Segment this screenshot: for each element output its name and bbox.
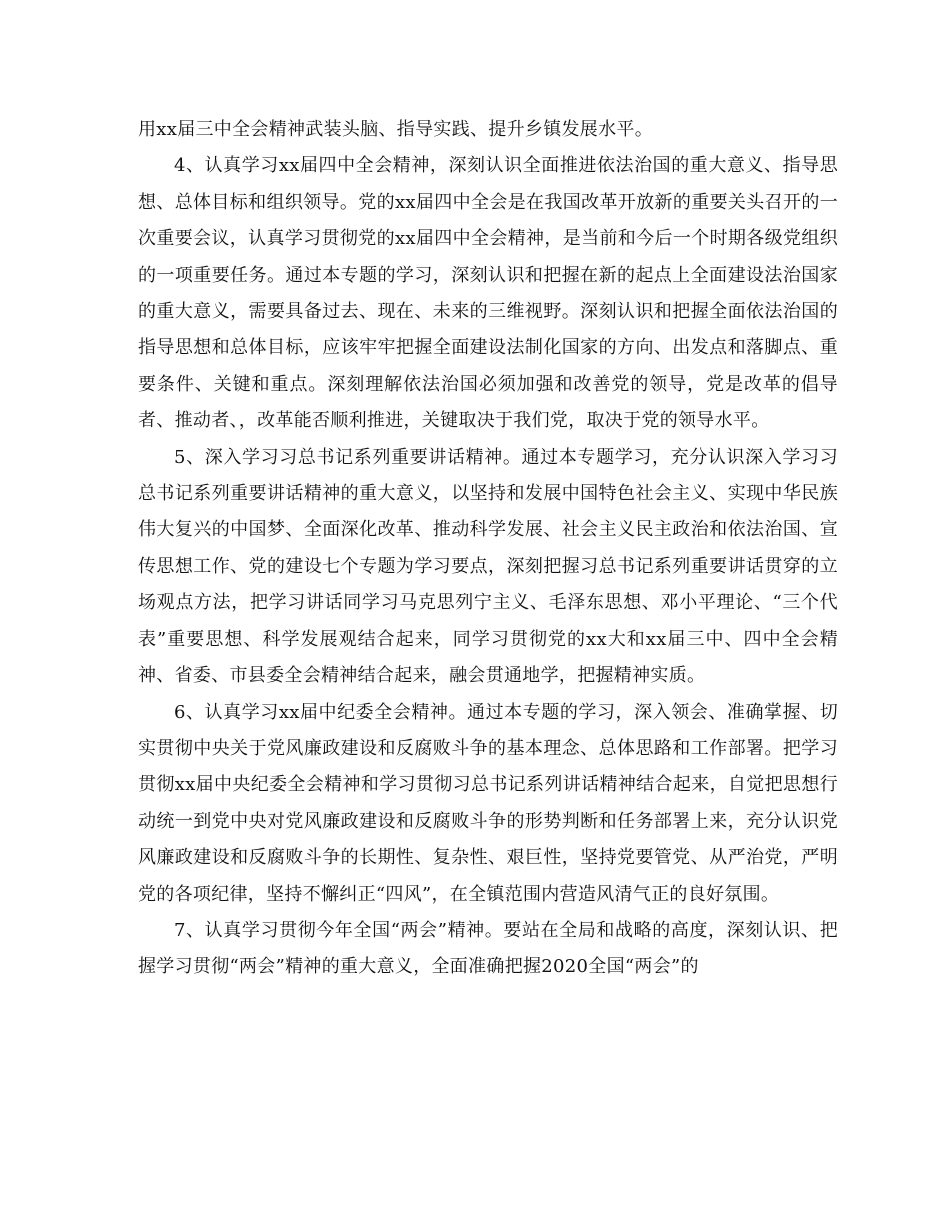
paragraph-item-6: 6、认真学习xx届中纪委全会精神。通过本专题的学习，深入领会、准确掌握、切实贯彻中央关于党风廉政建设和反腐败斗争的基本理念、总体思路和工作部署。把学习贯彻xx届中央纪委全会精神和学习贯彻习总书记系列讲话精神结合起来，自觉把思想行动统一到党中央对党风廉政建设和反腐败斗争的形势判断和任务部署上来，充分认识党风廉政建设和反腐败斗争的长期性、复杂性、艰巨性，坚持党要管党、从严治党，严明党的各项纪律，坚持不懈纠正“四风”，在全镇范围内营造风清气正的良好氛围。 [138, 701, 838, 905]
paragraph-continuation: 用xx届三中全会精神武装头脑、指导实践、提升乡镇发展水平。 [138, 119, 653, 140]
paragraph-item-5: 5、深入学习习总书记系列重要讲话精神。通过本专题学习，充分认识深入学习习总书记系列重要讲话精神的重大意义，以坚持和发展中国特色社会主义、实现中华民族伟大复兴的中国梦、全面深化改革、推动科学发展、社会主义民主政治和依法治国、宣传思想工作、党的建设七个专题为学习要点，深刻把握习总书记系列重要讲话贯穿的立场观点方法，把学习讲话同学习马克思列宁主义、毛泽东思想、邓小平理论、“三个代表”重要思想、科学发展观结合起来，同学习贯彻党的xx大和xx届三中、四中全会精神、省委、市县委全会精神结合起来，融会贯通地学，把握精神实质。 [138, 446, 838, 687]
document-body [138, 112, 838, 986]
paragraph-item-4: 4、认真学习xx届四中全会精神，深刻认识全面推进依法治国的重大意义、指导思想、总体目标和组织领导。党的xx届四中全会是在我国改革开放新的重要关头召开的一次重要会议，认真学习贯彻党的xx届四中全会精神，是当前和今后一个时期各级党组织的一项重要任务。通过本专题的学习，深刻认识和把握在新的起点上全面建设法治国家的重大意义，需要具备过去、现在、未来的三维视野。深刻认识和把握全面依法治国的指导思想和总体目标，应该牢牢把握全面建设法制化国家的方向、出发点和落脚点、重要条件、关键和重点。深刻理解依法治国必须加强和改善党的领导，党是改革的倡导者、推动者、，改革能否顺利推进，关键取决于我们党，取决于党的领导水平。 [138, 155, 838, 432]
paragraph-item-7: 7、认真学习贯彻今年全国“两会”精神。要站在全局和战略的高度，深刻认识、把握学习贯彻“两会”精神的重大意义，全面准确把握2020全国“两会”的 [138, 919, 838, 978]
